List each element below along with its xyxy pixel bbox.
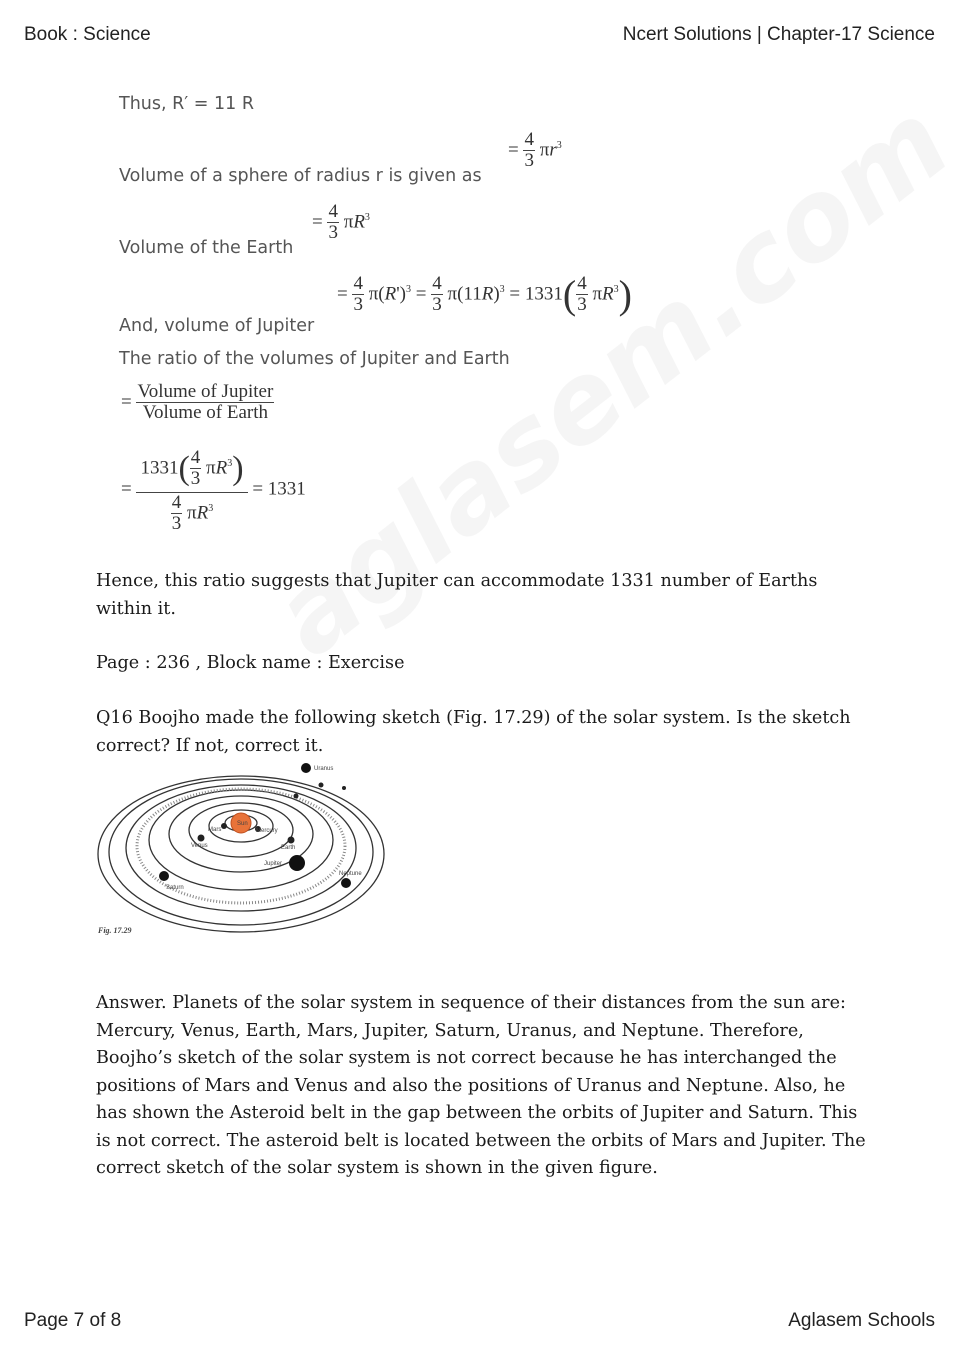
figure-caption: Fig. 17.29 [98, 926, 132, 935]
formula-sphere-volume: = $\frac{4}{3}$ $\pi r^3$ [508, 129, 562, 171]
solution-line-jupiter-label: And, volume of Jupiter [119, 316, 315, 336]
header-book-title: Book : Science [24, 24, 151, 45]
ratio-result-value: 1331 [267, 478, 306, 500]
solution-line-radius: Thus, R′ = 11 R [119, 94, 255, 114]
label-mercury: Mercury [256, 828, 278, 834]
solution-line-ratio-intro: The ratio of the volumes of Jupiter and Earth [119, 349, 510, 369]
label-jupiter: Jupiter [264, 861, 283, 867]
solution-line-earth-label: Volume of the Earth [119, 238, 294, 258]
label-venus: Venus [191, 843, 208, 849]
formula-ratio-words: = $\frac{\text{Volume of Jupiter}}{\text{Volume of Earth}}$ [121, 381, 274, 423]
ratio-numerator: Volume of Jupiter [137, 381, 274, 402]
footer-page-number: Page 7 of 8 [24, 1310, 122, 1331]
formula-jupiter-volume: = $\frac{4}{3}$ $\pi(R')^3$ = $\frac{4}{3}$ $\pi(11R)^3 = 1331$( $\frac{4}{3}$ $\pi R^3$) [337, 271, 632, 317]
formula-earth-volume: = $\frac{4}{3}$ $\pi R^3$ [312, 201, 370, 243]
label-saturn: Saturn [166, 885, 184, 891]
formula-ratio-result: = 1331( $\frac{4}{3}$ $\pi R^3$) $\frac{4}{3}$ $\pi R^3$ = 1331 [121, 447, 306, 534]
solar-system-figure [96, 758, 396, 954]
answer-paragraph: Answer. Planets of the solar system in sequence of their distances from the sun are: Mercury, Venus, Earth, Mars, Jupiter, Saturn, Uranus, and Neptune. Therefore, Boojho’s sketch of the solar system is not correct because he has interchanged the positions of Mars and Venus and also the positions of Uranus and Neptune. Also, he has shown the Asteroid belt in the gap between the orbits of Jupiter and Saturn. This is not correct. The asteroid belt is located between the orbits of Mars and Jupiter. The correct sketch of the solar system is shown in the given figure. [96, 993, 866, 1178]
footer-publisher: Aglasem Schools [788, 1310, 935, 1331]
solution-line-sphere-label: Volume of a sphere of radius r is given as [119, 166, 482, 186]
label-sun: Sun [237, 821, 248, 827]
conclusion-paragraph: Hence, this ratio suggests that Jupiter can accommodate 1331 number of Earths within it. [96, 571, 818, 619]
label-earth: Earth [281, 845, 296, 851]
ratio-denominator: Volume of Earth [142, 401, 268, 423]
label-mars: Mars [208, 827, 222, 833]
header-chapter-title: Ncert Solutions | Chapter-17 Science [622, 24, 935, 45]
question-16: Q16 Boojho made the following sketch (Fig. 17.29) of the solar system. Is the sketch correct? If not, correct it. [96, 708, 851, 756]
page-reference: Page : 236 , Block name : Exercise [96, 653, 405, 673]
solar-system-sketch [96, 758, 396, 954]
label-uranus: Uranus [314, 766, 334, 772]
label-neptune: Neptune [339, 871, 362, 877]
